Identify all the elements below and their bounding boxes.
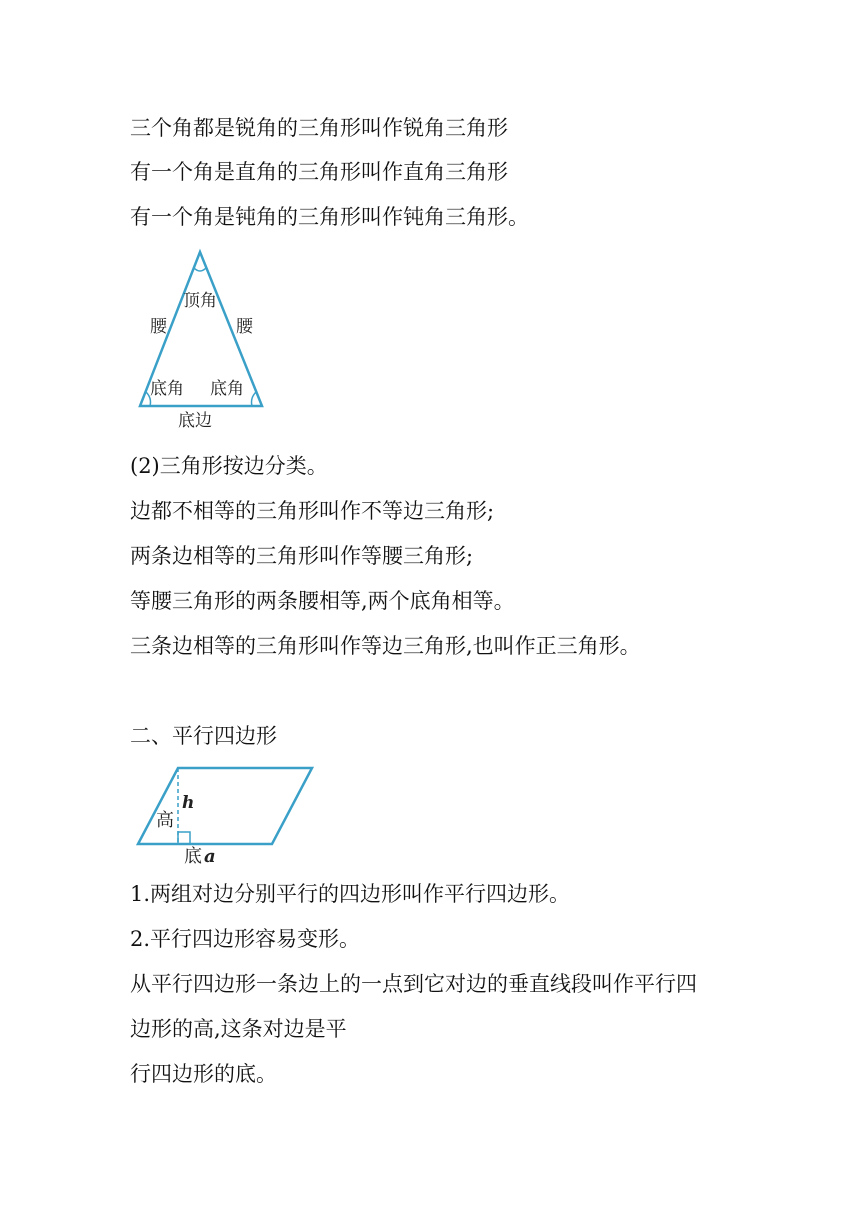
text-parallelogram-height-1: 从平行四边形一条边上的一点到它对边的垂直线段叫作平行四 (130, 972, 697, 996)
parallelogram-outline (138, 768, 312, 844)
base-angle-label-left: 底角 (150, 379, 184, 399)
base-label: 底 (184, 846, 202, 867)
base-angle-label-right: 底角 (210, 379, 244, 399)
text-isosceles-property: 等腰三角形的两条腰相等,两个底角相等。 (130, 589, 515, 613)
text-parallelogram-height-2: 边形的高,这条对边是平 (130, 1017, 347, 1041)
text-parallelogram-definition: 1.两组对边分别平行的四边形叫作平行四边形。 (130, 882, 571, 906)
parallelogram-figure (130, 762, 330, 872)
heading-classify-by-side: (2)三角形按边分类。 (130, 454, 328, 478)
right-angle-mark (178, 832, 190, 844)
text-right-triangle: 有一个角是直角的三角形叫作直角三角形 (130, 160, 508, 184)
apex-angle-label: 顶角 (183, 291, 217, 311)
text-parallelogram-deform: 2.平行四边形容易变形。 (130, 927, 361, 951)
text-obtuse-triangle: 有一个角是钝角的三角形叫作钝角三角形。 (130, 205, 529, 229)
text-equilateral-triangle: 三条边相等的三角形叫作等边三角形,也叫作正三角形。 (130, 634, 641, 658)
text-isosceles-triangle: 两条边相等的三角形叫作等腰三角形; (130, 544, 474, 568)
text-parallelogram-height-3: 行四边形的底。 (130, 1062, 277, 1086)
apex-angle-arc (194, 268, 206, 271)
leg-label-right: 腰 (236, 317, 253, 337)
heading-parallelogram: 二、平行四边形 (130, 724, 277, 748)
text-scalene-triangle: 边都不相等的三角形叫作不等边三角形; (130, 499, 495, 523)
text-acute-triangle: 三个角都是锐角的三角形叫作锐角三角形 (130, 116, 508, 140)
base-angle-arc-right (252, 392, 257, 406)
isosceles-triangle-figure (130, 244, 280, 434)
base-label: 底边 (178, 411, 212, 431)
leg-label-left: 腰 (150, 317, 167, 337)
base-letter: a (204, 846, 216, 867)
height-letter: h (182, 793, 195, 813)
height-label: 高 (156, 810, 174, 831)
